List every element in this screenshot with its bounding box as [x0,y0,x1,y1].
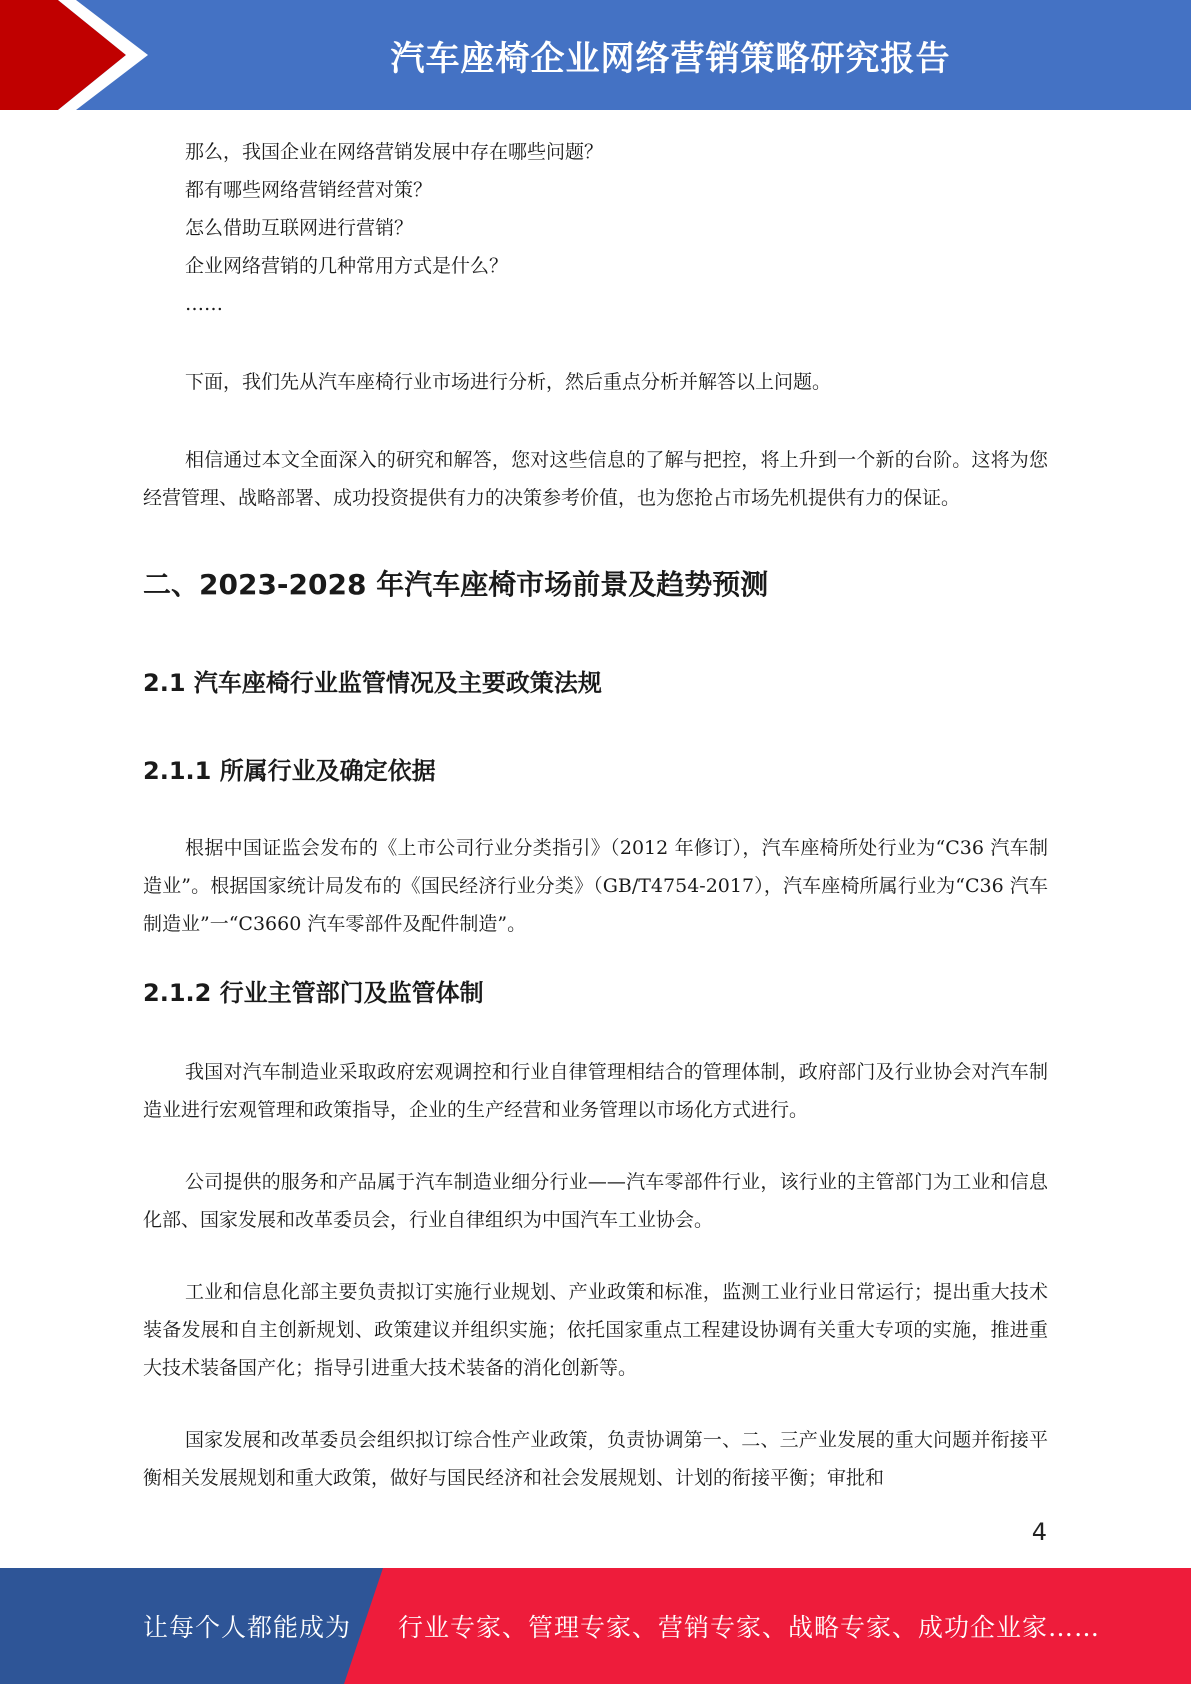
paragraph-value-statement: 相信通过本文全面深入的研究和解答，您对这些信息的了解与把控，将上升到一个新的台阶。这将为您经营管理、战略部署、成功投资提供有力的决策参考价值，也为您抢占市场先机提供有力的保证。 [143,449,1048,509]
section-heading-2-1: 2.1 汽车座椅行业监管情况及主要政策法规 [143,669,602,697]
footer-slogan-left: 让每个人都能成为 [143,1613,352,1642]
question-line: 怎么借助互联网进行营销？ [185,217,414,239]
question-line: 企业网络营销的几种常用方式是什么？ [185,255,509,277]
header-banner [0,0,1191,110]
page-number: 4 [1031,1518,1047,1546]
report-title: 汽车座椅企业网络营销策略研究报告 [390,38,951,79]
paragraph-ndrc-duties: 国家发展和改革委员会组织拟订综合性产业政策，负责协调第一、二、三产业发展的重大问题并衔接平衡相关发展规划和重大政策，做好与国民经济和社会发展规划、计划的衔接平衡；审批和 [143,1429,1048,1489]
question-ellipsis: …… [185,293,223,315]
question-line: 那么，我国企业在网络营销发展中存在哪些问题？ [185,141,604,163]
header-red-arrow [0,0,126,110]
header-arrow-decoration [0,0,160,110]
intro-question-list [143,133,1048,323]
section-heading-2-1-2: 2.1.2 行业主管部门及监管体制 [143,979,484,1007]
paragraph-industry-classification: 根据中国证监会发布的《上市公司行业分类指引》（2012 年修订），汽车座椅所处行业为“C36 汽车制造业”。根据国家统计局发布的《国民经济行业分类》（GB/T4754-2017），汽车座椅所属行业为“C36 汽车制造业”一“C3660 汽车零部件及配件制造”。 [143,837,1048,935]
section-heading-2: 二、2023-2028 年汽车座椅市场前景及趋势预测 [143,568,769,601]
footer-banner [0,1568,1191,1684]
question-line: 都有哪些网络营销经营对策？ [185,179,433,201]
section-heading-2-1-1: 2.1.1 所属行业及确定依据 [143,757,436,785]
paragraph-analysis-intro: 下面，我们先从汽车座椅行业市场进行分析，然后重点分析并解答以上问题。 [185,371,832,393]
paragraph-competent-departments: 公司提供的服务和产品属于汽车制造业细分行业——汽车零部件行业，该行业的主管部门为工业和信息化部、国家发展和改革委员会，行业自律组织为中国汽车工业协会。 [143,1171,1048,1231]
paragraph-miit-duties: 工业和信息化部主要负责拟订实施行业规划、产业政策和标准，监测工业行业日常运行；提出重大技术装备发展和自主创新规划、政策建议并组织实施；依托国家重点工程建设协调有关重大专项的实施，推进重大技术装备国产化；指导引进重大技术装备的消化创新等。 [143,1281,1048,1379]
footer-slogan-right: 行业专家、管理专家、营销专家、战略专家、成功企业家…… [398,1613,1101,1642]
document-body [143,133,1048,1497]
paragraph-management-system: 我国对汽车制造业采取政府宏观调控和行业自律管理相结合的管理体制，政府部门及行业协会对汽车制造业进行宏观管理和政策指导，企业的生产经营和业务管理以市场化方式进行。 [143,1061,1048,1121]
